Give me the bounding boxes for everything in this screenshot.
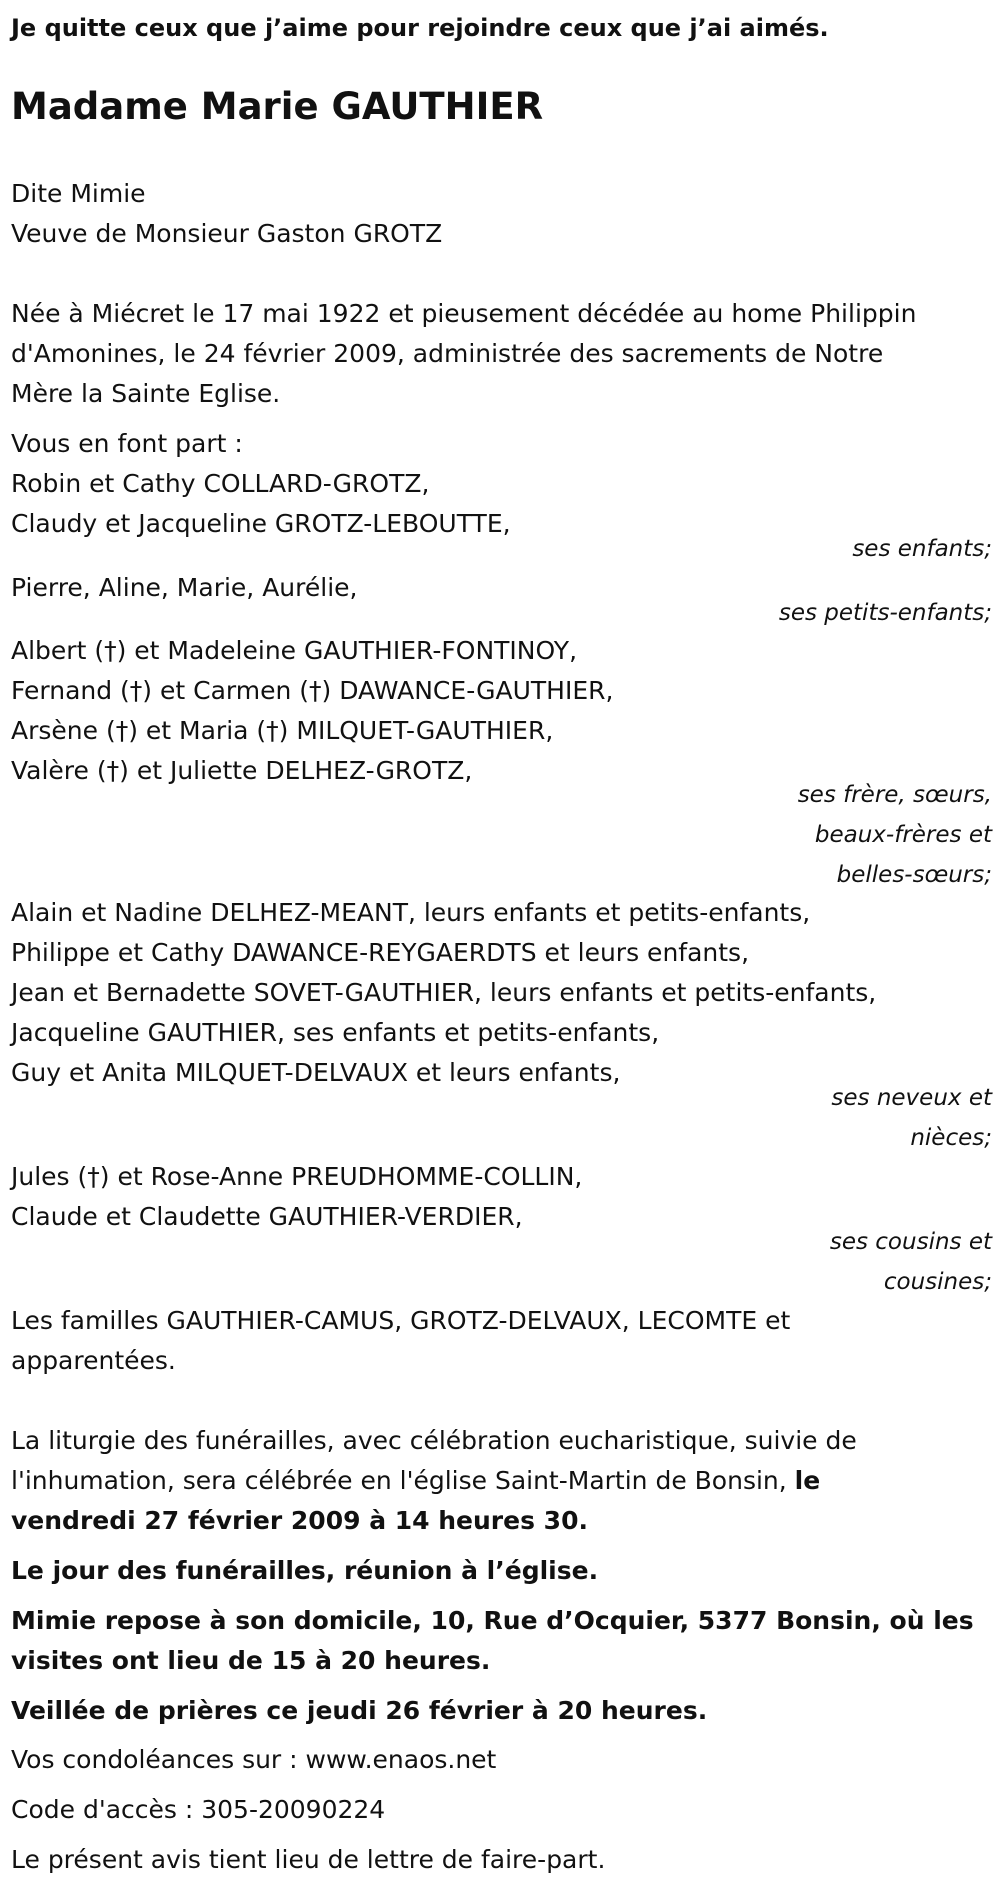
cousins-label-1: ses cousins et [829,1229,992,1255]
nephew-line-4: Jacqueline GAUTHIER, ses enfants et petits-enfants, [11,1018,660,1047]
sibling-line-4: Valère (†) et Juliette DELHEZ-GROTZ, [11,756,473,785]
siblings-label-2: beaux-frères et [814,822,992,848]
siblings-label-3: belles-sœurs; [836,862,992,888]
sibling-line-3: Arsène (†) et Maria (†) MILQUET-GAUTHIER, [11,716,554,745]
rest-line-2: visites ont lieu de 15 à 20 heures. [11,1646,491,1675]
grandchildren-label: ses petits-enfants; [778,600,992,626]
liturgy-line-1: La liturgie des funérailles, avec célébration eucharistique, suivie de [11,1426,857,1455]
nephew-line-2: Philippe et Cathy DAWANCE-REYGAERDTS et leurs enfants, [11,938,750,967]
sibling-line-1: Albert (†) et Madeleine GAUTHIER-FONTINOY, [11,636,578,665]
notice-footer: Le présent avis tient lieu de lettre de faire-part. [11,1845,606,1874]
cousins-label-2: cousines; [883,1269,992,1295]
siblings-label-1: ses frère, sœurs, [797,782,992,808]
families-line-1: Les familles GAUTHIER-CAMUS, GROTZ-DELVAUX, LECOMTE et [11,1306,791,1335]
nephew-line-3: Jean et Bernadette SOVET-GAUTHIER, leurs enfants et petits-enfants, [11,978,877,1007]
birth-line-2: d'Amonines, le 24 février 2009, administrée des sacrements de Notre [11,339,884,368]
meeting-info: Le jour des funérailles, réunion à l’église. [11,1556,599,1585]
families-line-2: apparentées. [11,1346,176,1375]
child-line-2: Claudy et Jacqueline GROTZ-LEBOUTTE, [11,509,511,538]
rest-line-1: Mimie repose à son domicile, 10, Rue d’Ocquier, 5377 Bonsin, où les [11,1606,974,1635]
cousin-line-1: Jules (†) et Rose-Anne PREUDHOMME-COLLIN, [11,1162,583,1191]
child-line-1: Robin et Cathy COLLARD-GROTZ, [11,469,430,498]
access-code: Code d'accès : 305-20090224 [11,1795,386,1824]
grandchildren-line: Pierre, Aline, Marie, Aurélie, [11,573,358,602]
children-label: ses enfants; [852,536,992,562]
nephews-label-2: nièces; [910,1125,992,1151]
deceased-name: Madame Marie GAUTHIER [11,85,544,128]
liturgy-date: vendredi 27 février 2009 à 14 heures 30. [11,1506,588,1535]
nephew-line-1: Alain et Nadine DELHEZ-MEANT, leurs enfants et petits-enfants, [11,898,811,927]
birth-line-1: Née à Miécret le 17 mai 1922 et pieusement décédée au home Philippin [11,299,917,328]
motto: Je quitte ceux que j’aime pour rejoindre ceux que j’ai aimés. [11,14,829,42]
vigil-info: Veillée de prières ce jeudi 26 février à 20 heures. [11,1696,708,1725]
liturgy-line-2 [11,1461,820,1501]
cousin-line-2: Claude et Claudette GAUTHIER-VERDIER, [11,1202,523,1231]
liturgy-line-2-text: l'inhumation, sera célébrée en l'église Saint-Martin de Bonsin, [11,1466,795,1495]
birth-line-3: Mère la Sainte Eglise. [11,379,281,408]
sibling-line-2: Fernand (†) et Carmen (†) DAWANCE-GAUTHIER, [11,676,614,705]
alias: Dite Mimie [11,179,146,208]
condolences-info: Vos condoléances sur : www.enaos.net [11,1745,497,1774]
nephews-label-1: ses neveux et [831,1085,992,1111]
nephew-line-5: Guy et Anita MILQUET-DELVAUX et leurs enfants, [11,1058,621,1087]
liturgy-line-2-bold: le [794,1466,821,1495]
announce: Vous en font part : [11,429,243,458]
widow-of: Veuve de Monsieur Gaston GROTZ [11,219,443,248]
